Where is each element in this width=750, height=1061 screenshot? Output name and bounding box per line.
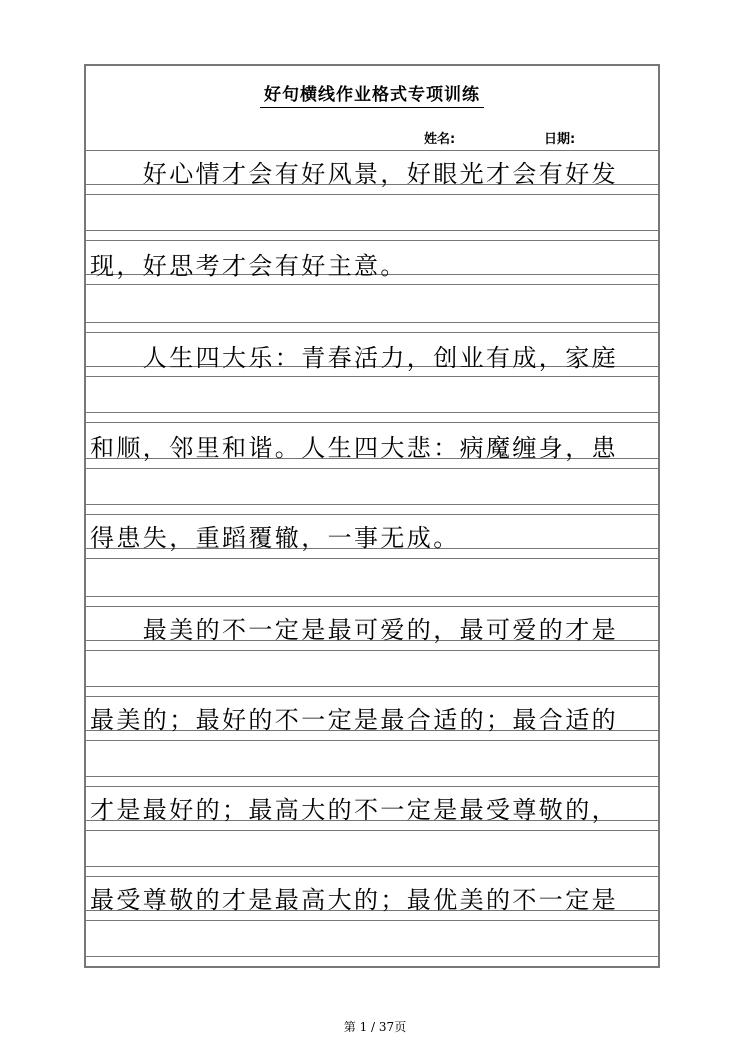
name-label: 姓名: — [424, 132, 456, 147]
ruled-line — [86, 284, 658, 285]
ruled-line — [86, 650, 658, 651]
ruled-line — [86, 876, 658, 877]
text-line: 人生四大乐：青春活力，创业有成，家庭 — [90, 344, 618, 372]
worksheet-frame — [84, 64, 660, 968]
ruled-line — [86, 332, 658, 333]
ruled-line — [86, 920, 658, 921]
ruled-line — [86, 956, 658, 957]
ruled-line — [86, 412, 658, 413]
ruled-line — [86, 558, 658, 559]
text-line: 最美的；最好的不一定是最合适的；最合适的 — [90, 706, 618, 734]
ruled-line — [86, 596, 658, 597]
ruled-line — [86, 686, 658, 687]
text-line: 得患失，重蹈覆辙，一事无成。 — [90, 524, 460, 552]
text-line: 现，好思考才会有好主意。 — [90, 252, 407, 280]
ruled-line — [86, 240, 658, 241]
ruled-line — [86, 150, 658, 151]
ruled-line — [86, 696, 658, 697]
ruled-line — [86, 830, 658, 831]
text-line: 最美的不一定是最可爱的，最可爱的才是 — [90, 616, 618, 644]
text-line: 好心情才会有好风景，好眼光才会有好发 — [90, 160, 618, 188]
ruled-line — [86, 422, 658, 423]
ruled-line — [86, 786, 658, 787]
text-line: 才是最好的；最高大的不一定是最受尊敬的， — [90, 796, 618, 824]
ruled-line — [86, 514, 658, 515]
ruled-line — [86, 322, 658, 323]
ruled-line — [86, 504, 658, 505]
worksheet-title: 好句横线作业格式专项训练 — [86, 80, 658, 108]
ruled-line — [86, 230, 658, 231]
text-line: 和顺，邻里和谐。人生四大悲：病魔缠身，患 — [90, 434, 618, 462]
ruled-line — [86, 740, 658, 741]
text-line: 最受尊敬的才是最高大的；最优美的不一定是 — [90, 886, 618, 914]
ruled-line — [86, 468, 658, 469]
ruled-line — [86, 776, 658, 777]
ruled-line — [86, 866, 658, 867]
ruled-line — [86, 194, 658, 195]
ruled-line — [86, 376, 658, 377]
page-number: 第 1 / 37页 — [343, 1020, 407, 1034]
date-label: 日期: — [544, 132, 576, 147]
ruled-line — [86, 606, 658, 607]
